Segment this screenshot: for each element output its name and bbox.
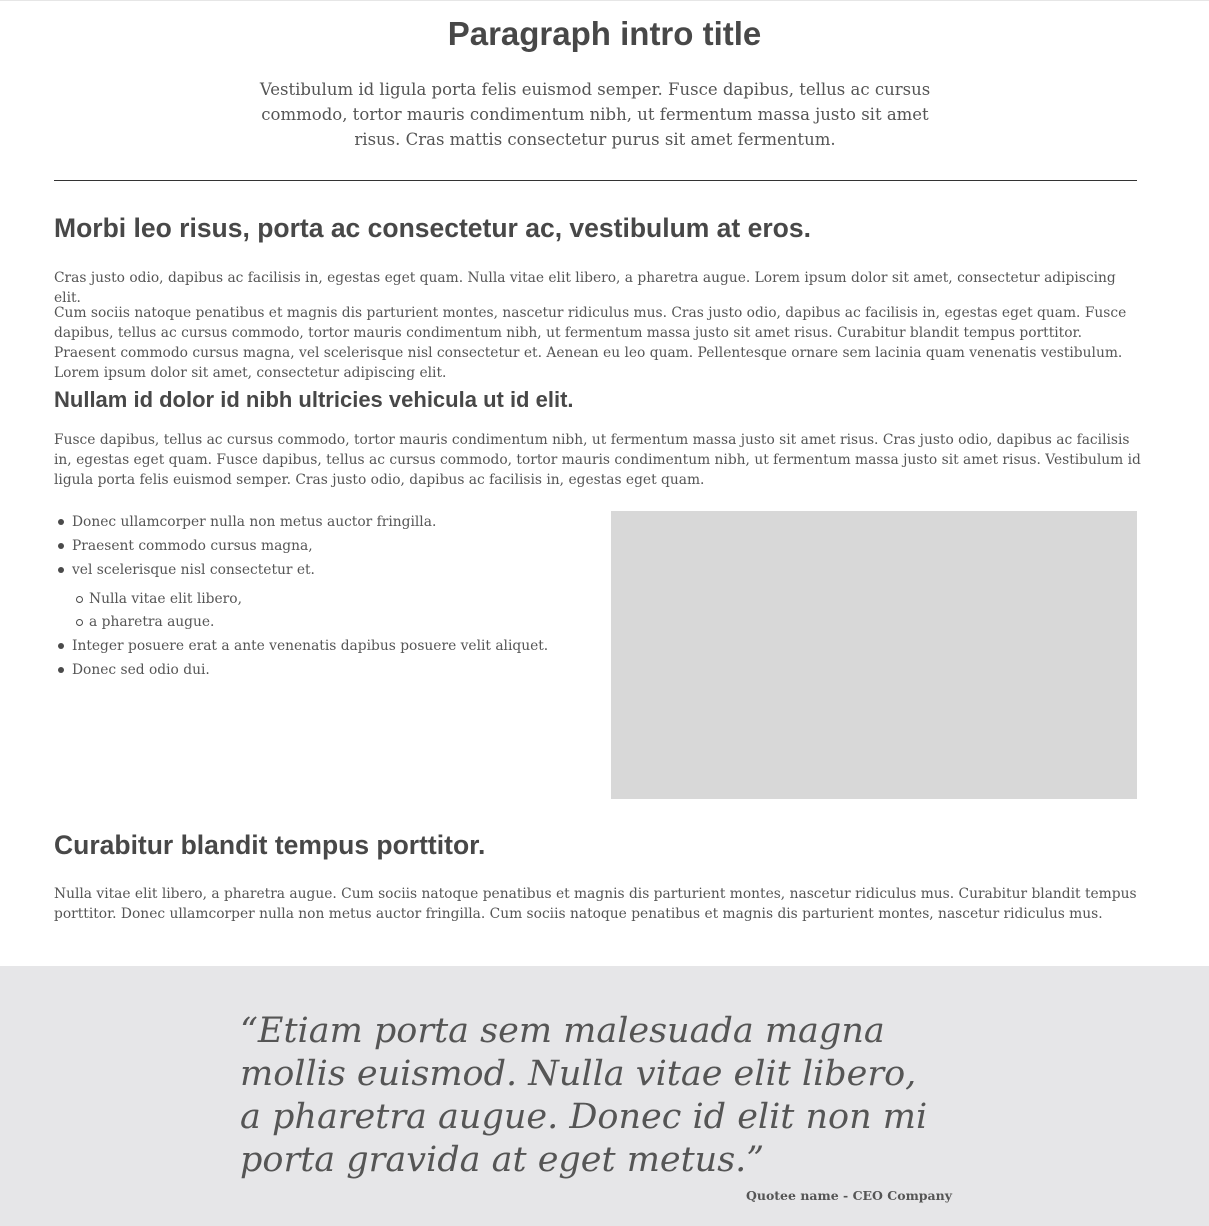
top-border	[0, 0, 1209, 1]
pull-quote: “Etiam porta sem malesuada magna mollis euismod. Nulla vitae elit libero, a pharetra augue. Donec id elit non mi porta gravida at eget metus.”	[240, 1011, 928, 1180]
bullet-icon	[58, 519, 64, 525]
section2-paragraph: Fusce dapibus, tellus ac cursus commodo, tortor mauris condimentum nibh, ut fermentum massa justo sit amet risus. Cras justo odio, dapibus ac facilisis in, egestas eget quam. Fusce dapibus, tellus ac cursus commodo, tortor mauris condimentum nibh, ut fermentum massa justo sit amet risus. Vestibulum id ligula porta felis euismod semper. Cras justo odio, dapibus ac facilisis in, egestas eget quam.	[54, 432, 1141, 488]
page-title: Paragraph intro title	[447, 15, 762, 52]
nested-list-item: Nulla vitae elit libero,	[58, 588, 598, 611]
bullet-icon	[58, 567, 64, 573]
list-item: Donec ullamcorper nulla non metus auctor fringilla.	[58, 510, 598, 534]
image-placeholder	[611, 511, 1137, 799]
section3-paragraph: Nulla vitae elit libero, a pharetra augue. Cum sociis natoque penatibus et magnis dis parturient montes, nascetur ridiculus mus. Curabitur blandit tempus porttitor. Donec ullamcorper nulla non metus auctor fringilla. Cum sociis natoque penatibus et magnis dis parturient montes, nascetur ridiculus mus.	[54, 886, 1137, 922]
intro-paragraph: Vestibulum id ligula porta felis euismod semper. Fusce dapibus, tellus ac cursus commodo, tortor mauris condimentum nibh, ut fermentum massa justo sit amet risus. Cras mattis consectetur purus sit amet fermentum.	[259, 80, 931, 149]
hollow-bullet-icon	[76, 619, 83, 626]
list-item: Donec sed odio dui.	[58, 658, 598, 682]
list-item: Praesent commodo cursus magna,	[58, 534, 598, 558]
bullet-icon	[58, 667, 64, 673]
quote-attribution: Quotee name - CEO Company	[745, 1188, 952, 1203]
section-heading-curabitur: Curabitur blandit tempus porttitor.	[54, 830, 486, 860]
bullet-icon	[58, 543, 64, 549]
section-divider	[54, 180, 1137, 181]
section1-paragraph-1: Cras justo odio, dapibus ac facilisis in, egestas eget quam. Nulla vitae elit libero, a pharetra augue. Lorem ipsum dolor sit amet, consectetur adipiscing elit.	[54, 270, 1116, 306]
section-heading-morbi: Morbi leo risus, porta ac consectetur ac, vestibulum at eros.	[54, 213, 811, 243]
section1-paragraph-2: Cum sociis natoque penatibus et magnis dis parturient montes, nascetur ridiculus mus. Cras justo odio, dapibus ac facilisis in, egestas eget quam. Fusce dapibus, tellus ac cursus commodo, tortor mauris condimentum nibh, ut fermentum massa justo sit amet risus. Curabitur blandit tempus porttitor. Praesent commodo cursus magna, vel scelerisque nisl consectetur et. Aenean eu leo quam. Pellentesque ornare sem lacinia quam venenatis vestibulum. Lorem ipsum dolor sit amet, consectetur adipiscing elit.	[54, 305, 1127, 381]
list-item: vel scelerisque nisl consectetur et.	[58, 558, 598, 582]
list-item: Integer posuere erat a ante venenatis dapibus posuere velit aliquet.	[58, 634, 598, 658]
bullet-list	[58, 510, 598, 682]
bullet-icon	[58, 643, 64, 649]
hollow-bullet-icon	[76, 596, 83, 603]
section-heading-nullam: Nullam id dolor id nibh ultricies vehicula ut id elit.	[54, 387, 574, 412]
nested-list-item: a pharetra augue.	[58, 611, 598, 634]
